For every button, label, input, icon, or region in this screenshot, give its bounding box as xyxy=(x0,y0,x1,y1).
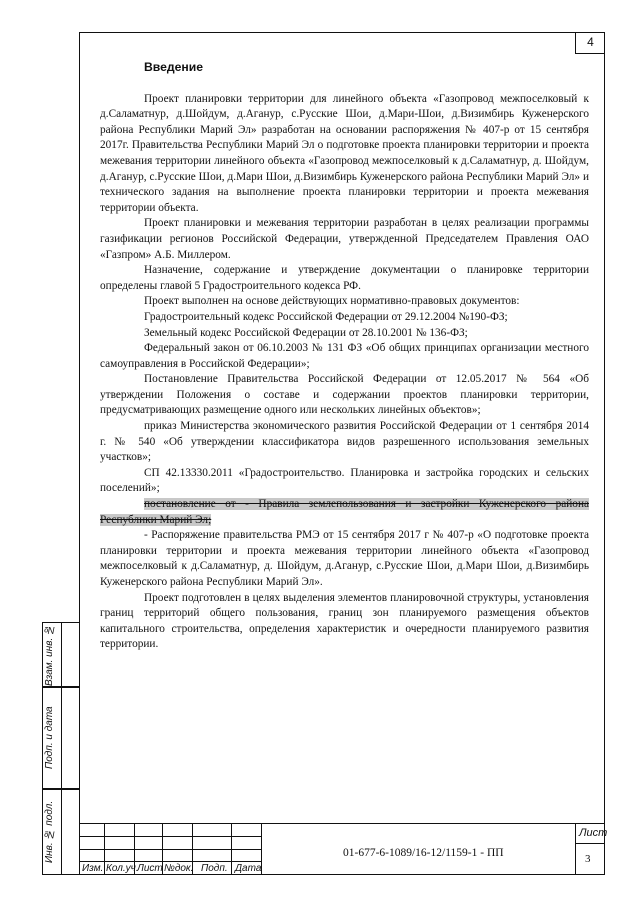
struck-paragraph xyxy=(100,497,589,528)
paragraph: СП 42.13330.2011 «Градостроительство. Планировка и застройка городских и сельских поселений»; xyxy=(100,466,589,495)
struck-text: постановление от - Правила землепользования и застройки Куженерского района Республики Марий Эл; xyxy=(100,498,589,526)
side-cell-vzam xyxy=(42,622,80,687)
paragraph: Проект планировки территории для линейного объекта «Газопровод межпоселковый к д.Саламатнур, д.Шойдум, д.Аганур, с.Русские Шои, д.Мари-Шои, д.Визимбирь Куженерского района Республики Марий Эл» разработан на основании распоряжения № 407-р от 15 сентября 2017г. Правительства Республики Марий Эл о подготовке проекта планировки территории и проекта межевания территории линейного объекта «Газопровод межпоселковый к д.Саламатнур, д. Шойдум, д.Аганур, с.Русские Шои, д.Мари Шои, д.Визимбирь Куженерского района Республики Марий Эл» и технического задания на выполнение проекта планировки территории и проекта межевания территории объекта. xyxy=(100,92,589,214)
paragraph: - Распоряжение правительства РМЭ от 15 сентября 2017 г № 407-р «О подготовке проекта планировки территории и проекта межевания территории линейного объекта «Газопровод межпоселковый к д.Саламатнур, д. Шойдум, д.Аганур, с.Русские Шои, д.Мари Шои, д.Визимбирь Куженерского района Республики Марий Эл». xyxy=(100,529,589,588)
paragraph: Проект подготовлен в целях выделения элементов планировочной структуры, установления границ территорий общего пользования, границ зон планируемого размещения объектов капитального строительства, определения характеристик и очередности планируемого развития территории. xyxy=(100,591,589,651)
paragraph: Градостроительный кодекс Российской Федерации от 29.12.2004 №190-ФЗ; xyxy=(144,310,508,323)
stamp-col-ndok: №док. xyxy=(164,863,194,874)
side-label-vzam: Взам. инв. № xyxy=(44,623,55,686)
side-cell-podp xyxy=(42,687,80,789)
paragraph: Земельный кодекс Российской Федерации от 28.10.2001 № 136-ФЗ; xyxy=(144,326,468,339)
document-code: 01-677-6-1089/16-12/1159-1 - ПП xyxy=(343,847,504,859)
sheet-number: 3 xyxy=(585,853,591,865)
side-label-inv: Инв. № подл. xyxy=(44,800,55,864)
paragraph: Постановление Правительства Российской Федерации от 12.05.2017 № 564 «Об утверждении Положения о составе и содержании проектов планировки территории, предусматривающих размещение одного или нескольких линейных объектов»; xyxy=(100,373,589,417)
stamp-col-podp: Подп. xyxy=(201,863,228,874)
paragraph: приказ Министерства экономического развития Российской Федерации от 1 сентября 2014 г. № 540 «Об утверждении классификатора видов разрешенного использования земельных участков»; xyxy=(100,420,589,464)
side-label-podp: Подп. и дата xyxy=(44,706,55,770)
document-body xyxy=(100,60,589,653)
section-heading: Введение xyxy=(144,60,204,74)
paragraph: Проект планировки и межевания территории разработан в целях реализации программы газификации регионов Российской Федерации, утвержденной Председателем Правления ОАО «Газпром» А.Б. Миллером. xyxy=(100,217,589,261)
stamp-col-list: Лист xyxy=(137,863,163,874)
side-cell-inv xyxy=(42,789,80,875)
paragraph: Федеральный закон от 06.10.2003 № 131 ФЗ «Об общих принципах организации местного самоуправления в Российской Федерации»; xyxy=(100,342,589,370)
stamp-col-koluch: Кол.уч. xyxy=(106,863,139,874)
stamp-col-data: Дата xyxy=(235,863,262,874)
title-block xyxy=(79,823,608,875)
sheet-label: Лист xyxy=(579,827,608,839)
paragraph: Проект выполнен на основе действующих нормативно-правовых документов: xyxy=(144,295,520,308)
top-page-number: 4 xyxy=(575,32,605,54)
stamp-col-izm: Изм. xyxy=(82,863,104,874)
paragraph: Назначение, содержание и утверждение документации о планировке территории определены главой 5 Градостроительного кодекса РФ. xyxy=(100,264,589,292)
